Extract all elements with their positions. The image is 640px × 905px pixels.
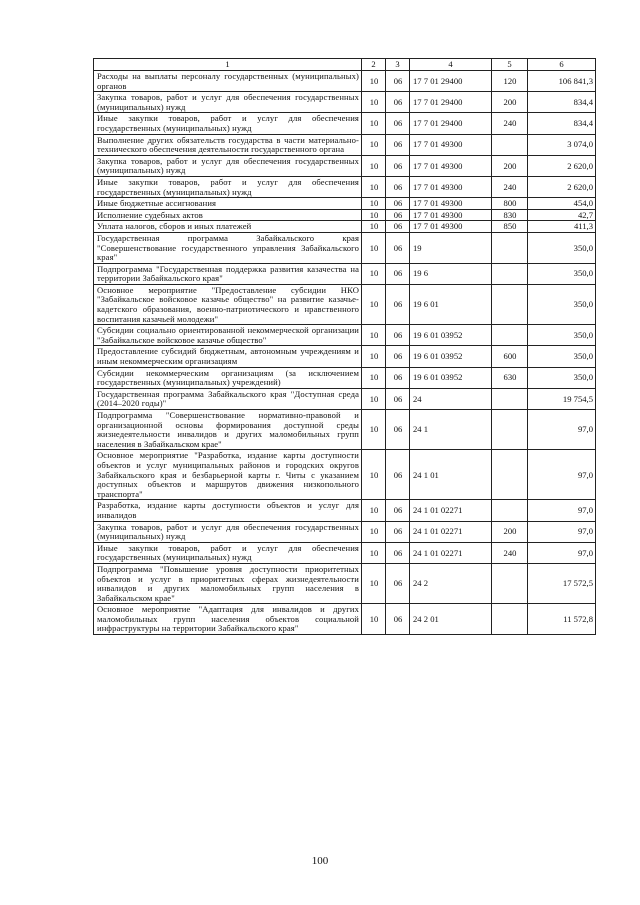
amount-cell: 11 572,8 <box>528 604 596 635</box>
amount-cell: 97,0 <box>528 410 596 450</box>
section-code-cell: 10 <box>362 113 386 134</box>
target-article-cell: 24 1 01 02271 <box>410 521 492 542</box>
row-name-cell: Закупка товаров, работ и услуг для обеспечения государственных (муниципальных) нужд <box>94 521 362 542</box>
subsection-code-cell: 06 <box>386 542 410 563</box>
amount-cell: 350,0 <box>528 346 596 367</box>
expense-type-cell <box>492 604 528 635</box>
row-name-cell: Закупка товаров, работ и услуг для обеспечения государственных (муниципальных) нужд <box>94 92 362 113</box>
amount-cell: 3 074,0 <box>528 134 596 155</box>
section-code-cell: 10 <box>362 198 386 210</box>
section-code-cell: 10 <box>362 450 386 500</box>
expense-type-cell: 120 <box>492 71 528 92</box>
section-code-cell: 10 <box>362 367 386 388</box>
table-body <box>94 71 596 635</box>
amount-cell: 834,4 <box>528 113 596 134</box>
amount-cell: 350,0 <box>528 325 596 346</box>
section-code-cell: 10 <box>362 263 386 284</box>
amount-cell: 350,0 <box>528 367 596 388</box>
row-name-cell: Иные закупки товаров, работ и услуг для обеспечения государственных (муниципальных) нужд <box>94 113 362 134</box>
subsection-code-cell: 06 <box>386 176 410 197</box>
section-code-cell: 10 <box>362 500 386 521</box>
row-name-cell: Субсидии некоммерческим организациям (за исключением государственных (муниципальных) учреждений) <box>94 367 362 388</box>
expense-type-cell: 800 <box>492 198 528 210</box>
section-code-cell: 10 <box>362 604 386 635</box>
amount-cell: 97,0 <box>528 542 596 563</box>
section-code-cell: 10 <box>362 346 386 367</box>
row-name-cell: Основное мероприятие "Разработка, издание карты доступности объектов и услуг муниципальных районов и городских округов Забайкальского края и безбарьерной карты г. Читы с указанием доступных объектов и маршрутов движения низкопольного транспорта" <box>94 450 362 500</box>
section-code-cell: 10 <box>362 134 386 155</box>
target-article-cell: 19 <box>410 232 492 263</box>
subsection-code-cell: 06 <box>386 410 410 450</box>
header-col-5: 5 <box>492 59 528 71</box>
expense-type-cell: 200 <box>492 521 528 542</box>
subsection-code-cell: 06 <box>386 92 410 113</box>
expense-type-cell <box>492 325 528 346</box>
target-article-cell: 24 <box>410 388 492 409</box>
amount-cell: 106 841,3 <box>528 71 596 92</box>
row-name-cell: Иные закупки товаров, работ и услуг для обеспечения государственных (муниципальных) нужд <box>94 176 362 197</box>
table-row <box>94 232 596 263</box>
row-name-cell: Основное мероприятие "Адаптация для инвалидов и других маломобильных групп населения объектов социальной инфраструктуры на территории Забайкальского края" <box>94 604 362 635</box>
subsection-code-cell: 06 <box>386 388 410 409</box>
target-article-cell: 24 2 <box>410 563 492 603</box>
row-name-cell: Подпрограмма "Повышение уровня доступности приоритетных объектов и услуг в приоритетных сферах жизнедеятельности инвалидов и других маломобильных групп населения в Забайкальском крае" <box>94 563 362 603</box>
section-code-cell: 10 <box>362 542 386 563</box>
section-code-cell: 10 <box>362 388 386 409</box>
target-article-cell: 17 7 01 29400 <box>410 71 492 92</box>
row-name-cell: Государственная программа Забайкальского края "Совершенствование государственного управления Забайкальского края" <box>94 232 362 263</box>
target-article-cell: 24 2 01 <box>410 604 492 635</box>
section-code-cell: 10 <box>362 521 386 542</box>
header-col-2: 2 <box>362 59 386 71</box>
target-article-cell: 24 1 01 <box>410 450 492 500</box>
expense-type-cell <box>492 500 528 521</box>
section-code-cell: 10 <box>362 232 386 263</box>
section-code-cell: 10 <box>362 92 386 113</box>
target-article-cell: 19 6 01 03952 <box>410 346 492 367</box>
subsection-code-cell: 06 <box>386 232 410 263</box>
target-article-cell: 19 6 01 03952 <box>410 325 492 346</box>
row-name-cell: Уплата налогов, сборов и иных платежей <box>94 221 362 233</box>
row-name-cell: Субсидии социально ориентированной некоммерческой организации "Забайкальское войсковое казачье общество" <box>94 325 362 346</box>
row-name-cell: Подпрограмма "Совершенствование нормативно-правовой и организационной основы формирования доступной среды жизнедеятельности инвалидов и других маломобильных групп населения в Забайкальском крае" <box>94 410 362 450</box>
subsection-code-cell: 06 <box>386 284 410 324</box>
subsection-code-cell: 06 <box>386 367 410 388</box>
row-name-cell: Закупка товаров, работ и услуг для обеспечения государственных (муниципальных) нужд <box>94 155 362 176</box>
subsection-code-cell: 06 <box>386 263 410 284</box>
target-article-cell: 17 7 01 49300 <box>410 134 492 155</box>
table-row <box>94 367 596 388</box>
expense-type-cell: 600 <box>492 346 528 367</box>
amount-cell: 350,0 <box>528 284 596 324</box>
table-row <box>94 450 596 500</box>
amount-cell: 411,3 <box>528 221 596 233</box>
expense-type-cell: 240 <box>492 176 528 197</box>
target-article-cell: 24 1 <box>410 410 492 450</box>
amount-cell: 97,0 <box>528 450 596 500</box>
header-col-3: 3 <box>386 59 410 71</box>
row-name-cell: Выполнение других обязательств государства в части материально-технического обеспечения деятельности государственного органа <box>94 134 362 155</box>
amount-cell: 350,0 <box>528 263 596 284</box>
table-row <box>94 176 596 197</box>
section-code-cell: 10 <box>362 563 386 603</box>
subsection-code-cell: 06 <box>386 209 410 221</box>
target-article-cell: 17 7 01 49300 <box>410 221 492 233</box>
row-name-cell: Подпрограмма "Государственная поддержка развития казачества на территории Забайкальского края" <box>94 263 362 284</box>
expense-type-cell: 240 <box>492 542 528 563</box>
expense-type-cell <box>492 450 528 500</box>
subsection-code-cell: 06 <box>386 155 410 176</box>
table-row <box>94 209 596 221</box>
target-article-cell: 17 7 01 49300 <box>410 176 492 197</box>
expense-type-cell: 830 <box>492 209 528 221</box>
table-row <box>94 346 596 367</box>
amount-cell: 19 754,5 <box>528 388 596 409</box>
section-code-cell: 10 <box>362 221 386 233</box>
table-row <box>94 134 596 155</box>
expense-type-cell: 200 <box>492 92 528 113</box>
target-article-cell: 17 7 01 49300 <box>410 155 492 176</box>
budget-table <box>93 58 596 635</box>
subsection-code-cell: 06 <box>386 221 410 233</box>
amount-cell: 2 620,0 <box>528 176 596 197</box>
table-row <box>94 604 596 635</box>
subsection-code-cell: 06 <box>386 71 410 92</box>
amount-cell: 350,0 <box>528 232 596 263</box>
table-row <box>94 113 596 134</box>
expense-type-cell: 200 <box>492 155 528 176</box>
expense-type-cell <box>492 563 528 603</box>
expense-type-cell: 240 <box>492 113 528 134</box>
subsection-code-cell: 06 <box>386 450 410 500</box>
table-row <box>94 198 596 210</box>
table-row <box>94 71 596 92</box>
target-article-cell: 17 7 01 49300 <box>410 209 492 221</box>
amount-cell: 834,4 <box>528 92 596 113</box>
expense-type-cell <box>492 134 528 155</box>
row-name-cell: Государственная программа Забайкальского края "Доступная среда (2014–2020 годы)" <box>94 388 362 409</box>
subsection-code-cell: 06 <box>386 198 410 210</box>
table-row <box>94 500 596 521</box>
amount-cell: 97,0 <box>528 500 596 521</box>
target-article-cell: 19 6 01 <box>410 284 492 324</box>
subsection-code-cell: 06 <box>386 521 410 542</box>
target-article-cell: 17 7 01 29400 <box>410 113 492 134</box>
expense-type-cell: 630 <box>492 367 528 388</box>
section-code-cell: 10 <box>362 410 386 450</box>
table-row <box>94 263 596 284</box>
target-article-cell: 19 6 01 03952 <box>410 367 492 388</box>
target-article-cell: 24 1 01 02271 <box>410 500 492 521</box>
expense-type-cell: 850 <box>492 221 528 233</box>
table-row <box>94 284 596 324</box>
row-name-cell: Исполнение судебных актов <box>94 209 362 221</box>
amount-cell: 17 572,5 <box>528 563 596 603</box>
table-row <box>94 542 596 563</box>
target-article-cell: 17 7 01 29400 <box>410 92 492 113</box>
amount-cell: 454,0 <box>528 198 596 210</box>
table-row <box>94 325 596 346</box>
subsection-code-cell: 06 <box>386 325 410 346</box>
row-name-cell: Предоставление субсидий бюджетным, автономным учреждениям и иным некоммерческим организациям <box>94 346 362 367</box>
target-article-cell: 19 6 <box>410 263 492 284</box>
header-col-4: 4 <box>410 59 492 71</box>
amount-cell: 97,0 <box>528 521 596 542</box>
section-code-cell: 10 <box>362 284 386 324</box>
section-code-cell: 10 <box>362 325 386 346</box>
subsection-code-cell: 06 <box>386 563 410 603</box>
table-row <box>94 563 596 603</box>
subsection-code-cell: 06 <box>386 134 410 155</box>
subsection-code-cell: 06 <box>386 113 410 134</box>
table-row <box>94 388 596 409</box>
table-row <box>94 92 596 113</box>
page-number: 100 <box>311 855 329 867</box>
row-name-cell: Основное мероприятие "Предоставление субсидии НКО "Забайкальское войсковое казачье общество" на развитие казачье-кадетского образования, военно-патриотического и нравственного воспитания казачьей молодежи" <box>94 284 362 324</box>
section-code-cell: 10 <box>362 155 386 176</box>
table-header-row <box>94 59 596 71</box>
expense-type-cell <box>492 232 528 263</box>
amount-cell: 2 620,0 <box>528 155 596 176</box>
row-name-cell: Иные бюджетные ассигнования <box>94 198 362 210</box>
subsection-code-cell: 06 <box>386 604 410 635</box>
header-col-6: 6 <box>528 59 596 71</box>
expense-type-cell <box>492 284 528 324</box>
table-row <box>94 221 596 233</box>
expense-type-cell <box>492 388 528 409</box>
row-name-cell: Разработка, издание карты доступности объектов и услуг для инвалидов <box>94 500 362 521</box>
section-code-cell: 10 <box>362 209 386 221</box>
amount-cell: 42,7 <box>528 209 596 221</box>
table-row <box>94 410 596 450</box>
table-row <box>94 521 596 542</box>
section-code-cell: 10 <box>362 176 386 197</box>
expense-type-cell <box>492 410 528 450</box>
table-row <box>94 155 596 176</box>
target-article-cell: 24 1 01 02271 <box>410 542 492 563</box>
row-name-cell: Расходы на выплаты персоналу государственных (муниципальных) органов <box>94 71 362 92</box>
target-article-cell: 17 7 01 49300 <box>410 198 492 210</box>
section-code-cell: 10 <box>362 71 386 92</box>
subsection-code-cell: 06 <box>386 346 410 367</box>
expense-type-cell <box>492 263 528 284</box>
subsection-code-cell: 06 <box>386 500 410 521</box>
row-name-cell: Иные закупки товаров, работ и услуг для обеспечения государственных (муниципальных) нужд <box>94 542 362 563</box>
header-col-1: 1 <box>94 59 362 71</box>
